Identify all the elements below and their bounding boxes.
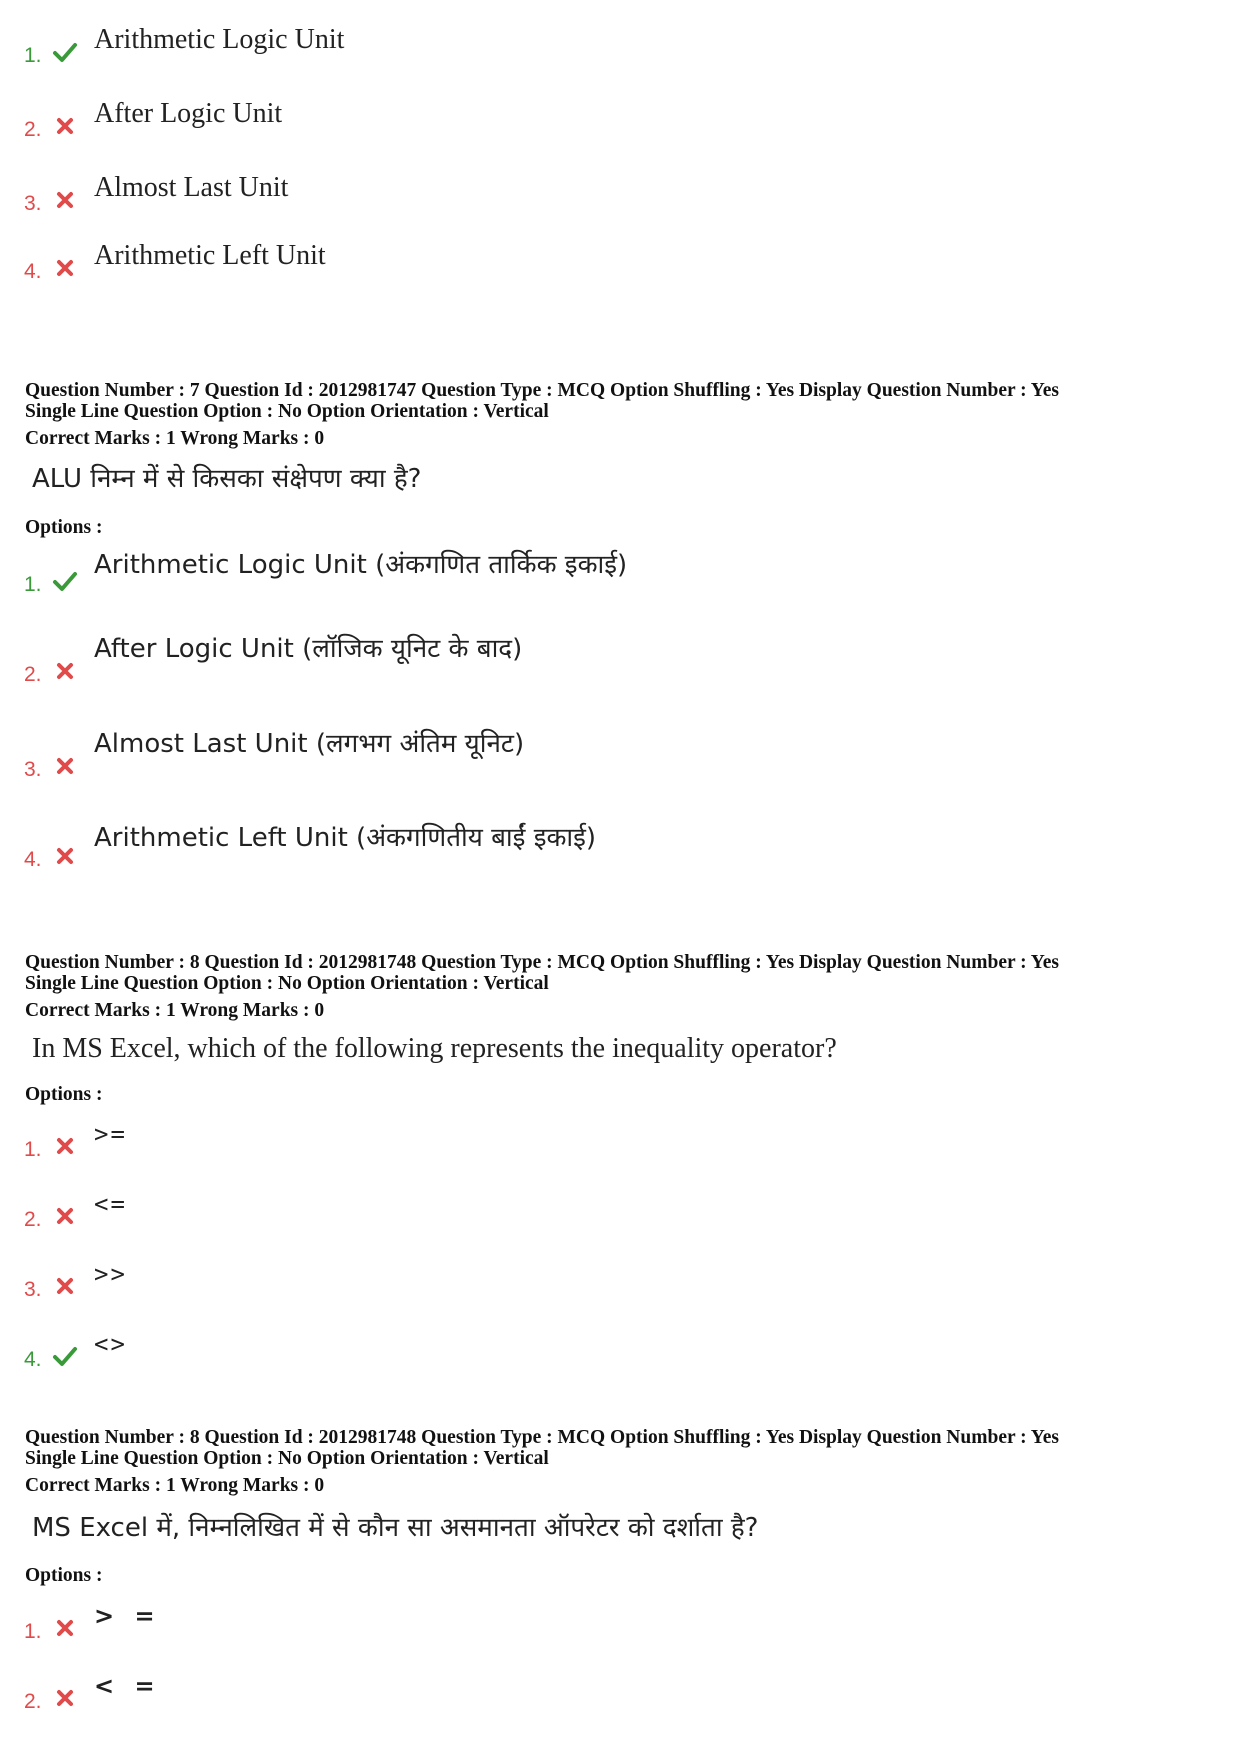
question-meta-line: Single Line Question Option : No Option Orientation : Vertical — [25, 973, 549, 994]
cross-icon — [52, 1686, 78, 1710]
cross-icon — [52, 1616, 78, 1640]
option-number: 3. — [24, 1278, 42, 1301]
option-text: >= — [94, 1120, 127, 1148]
options-label: Options : — [25, 1084, 103, 1105]
question-text: MS Excel में, निम्नलिखित में से कौन सा असमानता ऑपरेटर को दर्शाता है? — [32, 1513, 759, 1543]
cross-icon — [52, 754, 78, 778]
option-number: 4. — [24, 260, 42, 283]
question-meta-line: Single Line Question Option : No Option Orientation : Vertical — [25, 401, 549, 422]
question-text: ALU निम्न में से किसका संक्षेपण क्या है? — [32, 464, 422, 494]
option-number: 3. — [24, 758, 42, 781]
option-number: 4. — [24, 1348, 42, 1371]
cross-icon — [52, 256, 78, 280]
cross-icon — [52, 1274, 78, 1298]
cross-icon — [52, 188, 78, 212]
question-meta — [25, 1427, 1215, 1469]
options-label: Options : — [25, 517, 103, 538]
option-text: Almost Last Unit (लगभग अंतिम यूनिट) — [94, 729, 525, 759]
cross-icon — [52, 1204, 78, 1228]
option-number: 1. — [24, 44, 42, 67]
check-icon — [52, 40, 78, 64]
option-text: Almost Last Unit — [94, 172, 289, 203]
cross-icon — [52, 844, 78, 868]
option-number: 1. — [24, 1620, 42, 1643]
option-number: 2. — [24, 118, 42, 141]
option-number: 4. — [24, 848, 42, 871]
option-number: 2. — [24, 1690, 42, 1713]
option-number: 2. — [24, 663, 42, 686]
question-meta-line: Question Number : 8 Question Id : 2012981748 Question Type : MCQ Option Shuffling : Yes Display Question Number : Yes — [25, 952, 1059, 973]
marks-line: Correct Marks : 1 Wrong Marks : 0 — [25, 428, 325, 449]
option-text: <= — [94, 1190, 127, 1218]
option-text: Arithmetic Left Unit — [94, 240, 326, 271]
question-meta — [25, 952, 1215, 994]
question-meta-line: Single Line Question Option : No Option Orientation : Vertical — [25, 1448, 549, 1469]
option-number: 3. — [24, 192, 42, 215]
question-meta-line: Question Number : 8 Question Id : 2012981748 Question Type : MCQ Option Shuffling : Yes Display Question Number : Yes — [25, 1427, 1059, 1448]
question-meta — [25, 380, 1215, 422]
option-text: Arithmetic Left Unit (अंकगणितीय बाईं इकाई) — [94, 823, 597, 853]
option-number: 1. — [24, 1138, 42, 1161]
option-text: <> — [94, 1330, 127, 1358]
option-text: < = — [94, 1672, 161, 1700]
option-text: > = — [94, 1602, 161, 1630]
options-label: Options : — [25, 1565, 103, 1586]
option-text: >> — [94, 1260, 127, 1288]
cross-icon — [52, 114, 78, 138]
question-meta-line: Question Number : 7 Question Id : 2012981747 Question Type : MCQ Option Shuffling : Yes Display Question Number : Yes — [25, 380, 1059, 401]
marks-line: Correct Marks : 1 Wrong Marks : 0 — [25, 1000, 325, 1021]
option-text: Arithmetic Logic Unit — [94, 24, 345, 55]
option-text: After Logic Unit — [94, 98, 283, 129]
option-number: 2. — [24, 1208, 42, 1231]
option-text: Arithmetic Logic Unit (अंकगणित तार्किक इकाई) — [94, 550, 628, 580]
check-icon — [52, 1344, 78, 1368]
cross-icon — [52, 1134, 78, 1158]
marks-line: Correct Marks : 1 Wrong Marks : 0 — [25, 1475, 325, 1496]
question-text: In MS Excel, which of the following represents the inequality operator? — [32, 1033, 837, 1064]
cross-icon — [52, 659, 78, 683]
option-text: After Logic Unit (लॉजिक यूनिट के बाद) — [94, 634, 523, 664]
check-icon — [52, 569, 78, 593]
option-number: 1. — [24, 573, 42, 596]
